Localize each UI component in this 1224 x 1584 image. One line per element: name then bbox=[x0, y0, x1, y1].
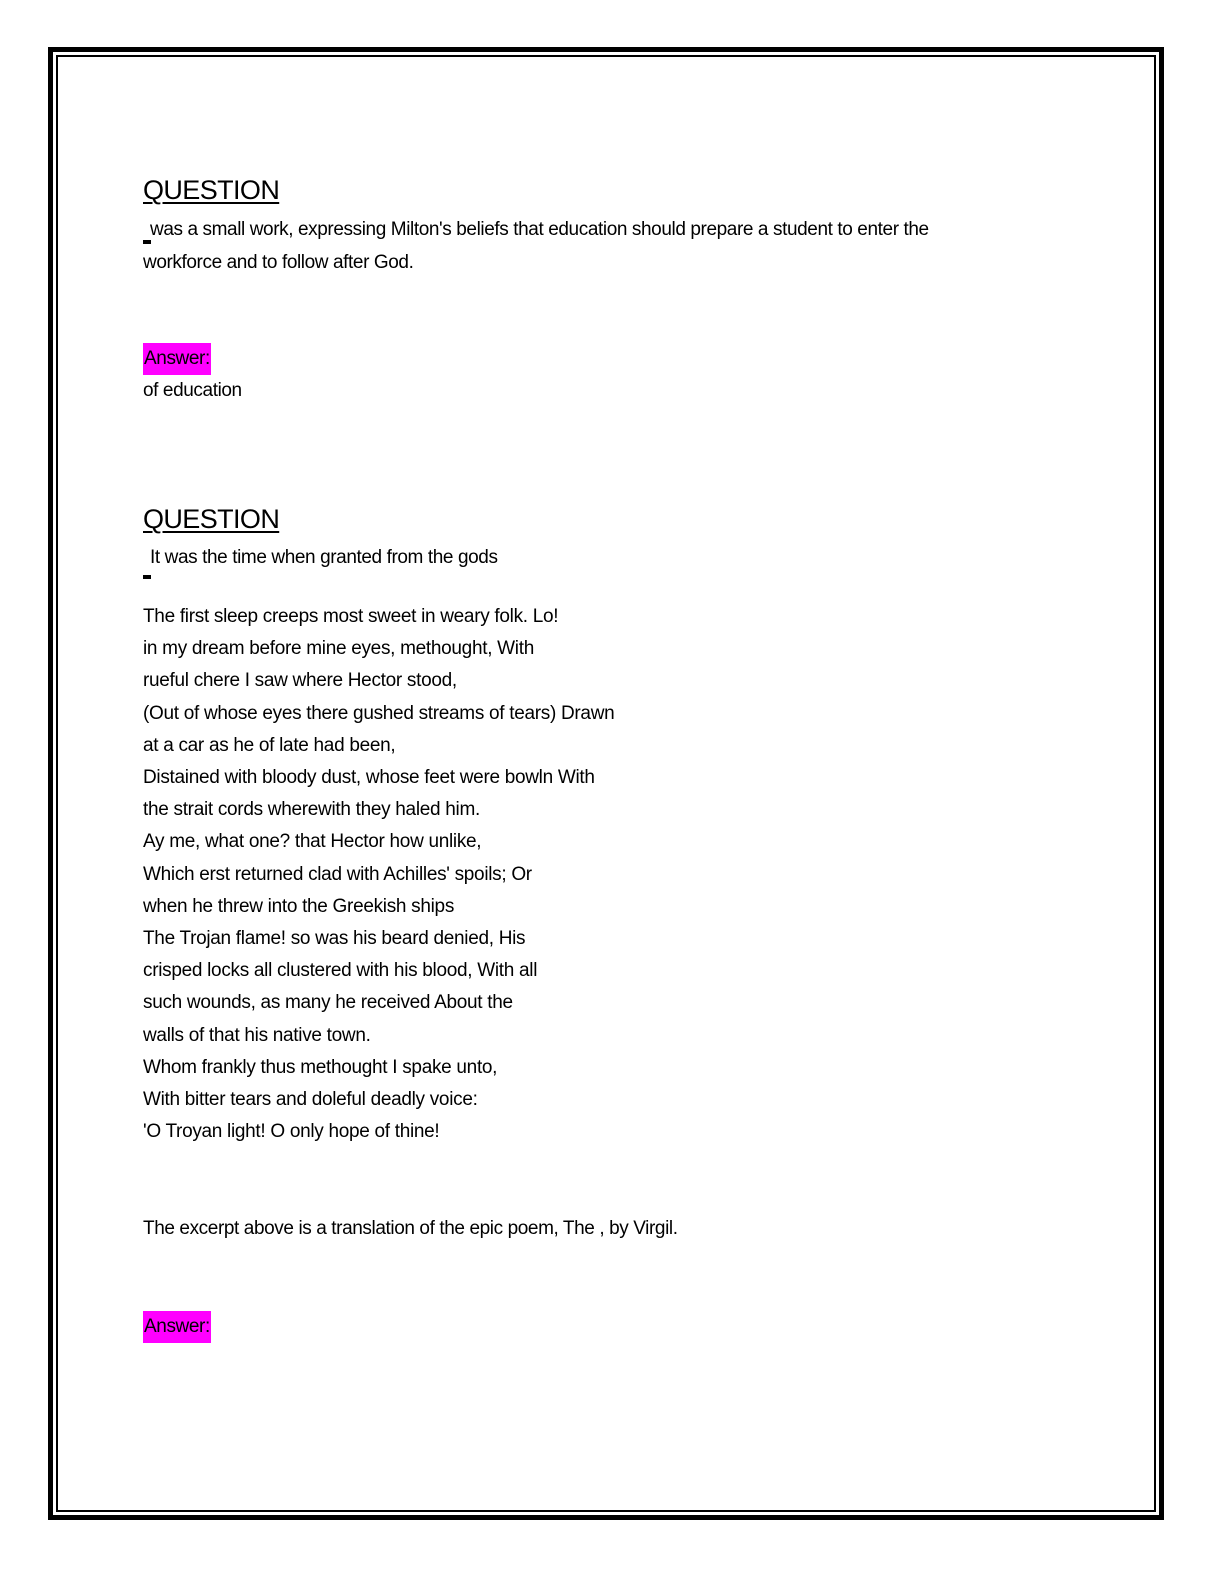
question-1-answer-text: of education bbox=[143, 380, 242, 401]
blank-marker bbox=[143, 575, 151, 579]
poem-line: walls of that his native town. bbox=[143, 1025, 371, 1046]
poem-line: Whom frankly thus methought I spake unto, bbox=[143, 1057, 498, 1078]
poem-line: Which erst returned clad with Achilles' spoils; Or bbox=[143, 864, 532, 885]
poem-line: With bitter tears and doleful deadly voice: bbox=[143, 1089, 478, 1110]
question-1-text-line2: workforce and to follow after God. bbox=[143, 252, 414, 273]
question-2-intro: It was the time when granted from the gods bbox=[150, 547, 498, 568]
poem-line: (Out of whose eyes there gushed streams of tears) Drawn bbox=[143, 703, 615, 724]
question-2-answer-label: Answer: bbox=[143, 1311, 211, 1343]
poem-line: in my dream before mine eyes, methought, With bbox=[143, 638, 534, 659]
poem-line: crisped locks all clustered with his blood, With all bbox=[143, 960, 538, 981]
poem-line: when he threw into the Greekish ships bbox=[143, 896, 455, 917]
question-1-answer-label: Answer: bbox=[143, 343, 211, 375]
question-1-text-line1: was a small work, expressing Milton's beliefs that education should prepare a student to enter the bbox=[150, 219, 929, 240]
question-1-heading: QUESTION bbox=[143, 175, 280, 205]
poem-line: The Trojan flame! so was his beard denied, His bbox=[143, 928, 526, 949]
question-2-closing: The excerpt above is a translation of the epic poem, The , by Virgil. bbox=[143, 1218, 678, 1239]
poem-line: rueful chere I saw where Hector stood, bbox=[143, 670, 457, 691]
question-2-heading: QUESTION bbox=[143, 504, 280, 534]
poem-line: at a car as he of late had been, bbox=[143, 735, 396, 756]
poem-line: Ay me, what one? that Hector how unlike, bbox=[143, 831, 482, 852]
poem-line: such wounds, as many he received About the bbox=[143, 992, 513, 1013]
poem-line: The first sleep creeps most sweet in weary folk. Lo! bbox=[143, 606, 559, 627]
poem-line: the strait cords wherewith they haled him. bbox=[143, 799, 480, 820]
poem-line: 'O Troyan light! O only hope of thine! bbox=[143, 1121, 440, 1142]
poem-line: Distained with bloody dust, whose feet were bowln With bbox=[143, 767, 595, 788]
